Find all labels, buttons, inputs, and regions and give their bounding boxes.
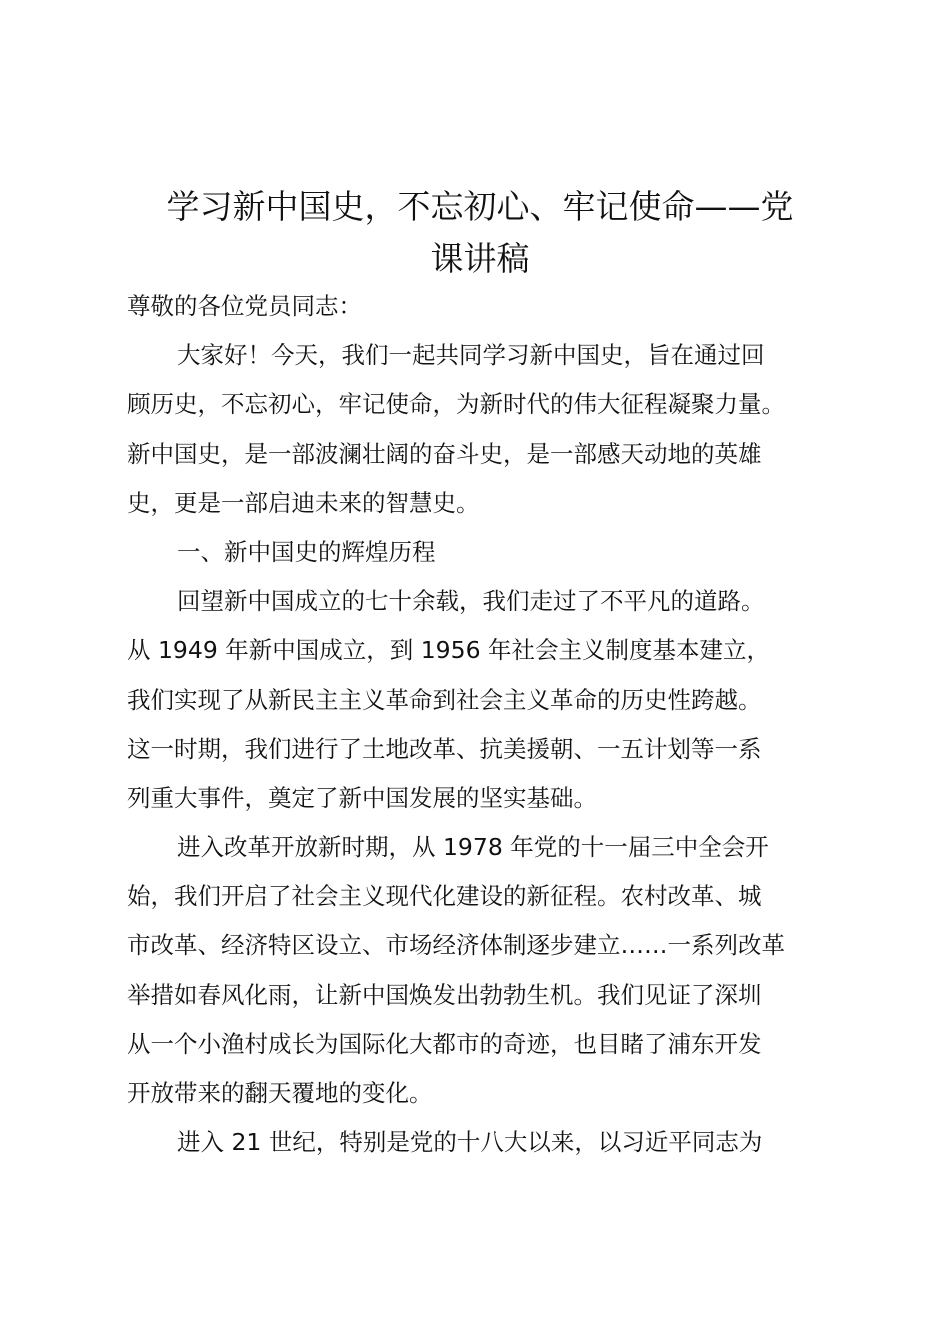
body-line: 顾历史，不忘初心，牢记使命，为新时代的伟大征程凝聚力量。 xyxy=(127,390,785,419)
body-line: 大家好！今天，我们一起共同学习新中国史，旨在通过回 xyxy=(177,341,765,370)
body-line: 市改革、经济特区设立、市场经济体制逐步建立……一系列改革 xyxy=(127,931,785,960)
body-line: 始，我们开启了社会主义现代化建设的新征程。农村改革、城 xyxy=(127,882,762,911)
document-title xyxy=(120,181,840,285)
body-line: 进入 21 世纪，特别是党的十八大以来，以习近平同志为 xyxy=(177,1128,763,1157)
body-line: 回望新中国成立的七十余载，我们走过了不平凡的道路。 xyxy=(177,587,765,616)
salutation: 尊敬的各位党员同志： xyxy=(127,292,362,320)
title-line-2: 课讲稿 xyxy=(430,239,530,278)
body-line: 新中国史，是一部波澜壮阔的奋斗史，是一部感天动地的英雄 xyxy=(127,439,762,468)
body-line: 这一时期，我们进行了土地改革、抗美援朝、一五计划等一系 xyxy=(127,734,762,763)
body-line: 我们实现了从新民主主义革命到社会主义革命的历史性跨越。 xyxy=(127,685,762,714)
body-line: 开放带来的翻天覆地的变化。 xyxy=(127,1079,433,1107)
body-line: 从 1949 年新中国成立，到 1956 年社会主义制度基本建立， xyxy=(127,636,770,665)
title-line-1: 学习新中国史，不忘初心、牢记使命——党 xyxy=(166,187,794,226)
body-line: 从一个小渔村成长为国际化大都市的奇迹，也目睹了浦东开发 xyxy=(127,1029,762,1058)
body-line: 列重大事件，奠定了新中国发展的坚实基础。 xyxy=(127,783,597,812)
body-line: 史，更是一部启迪未来的智慧史。 xyxy=(127,488,480,517)
document-body xyxy=(127,282,837,1167)
body-line: 一、新中国史的辉煌历程 xyxy=(177,537,436,566)
body-line: 进入改革开放新时期，从 1978 年党的十一届三中全会开 xyxy=(177,833,769,862)
body-line: 举措如春风化雨，让新中国焕发出勃勃生机。我们见证了深圳 xyxy=(127,980,762,1009)
